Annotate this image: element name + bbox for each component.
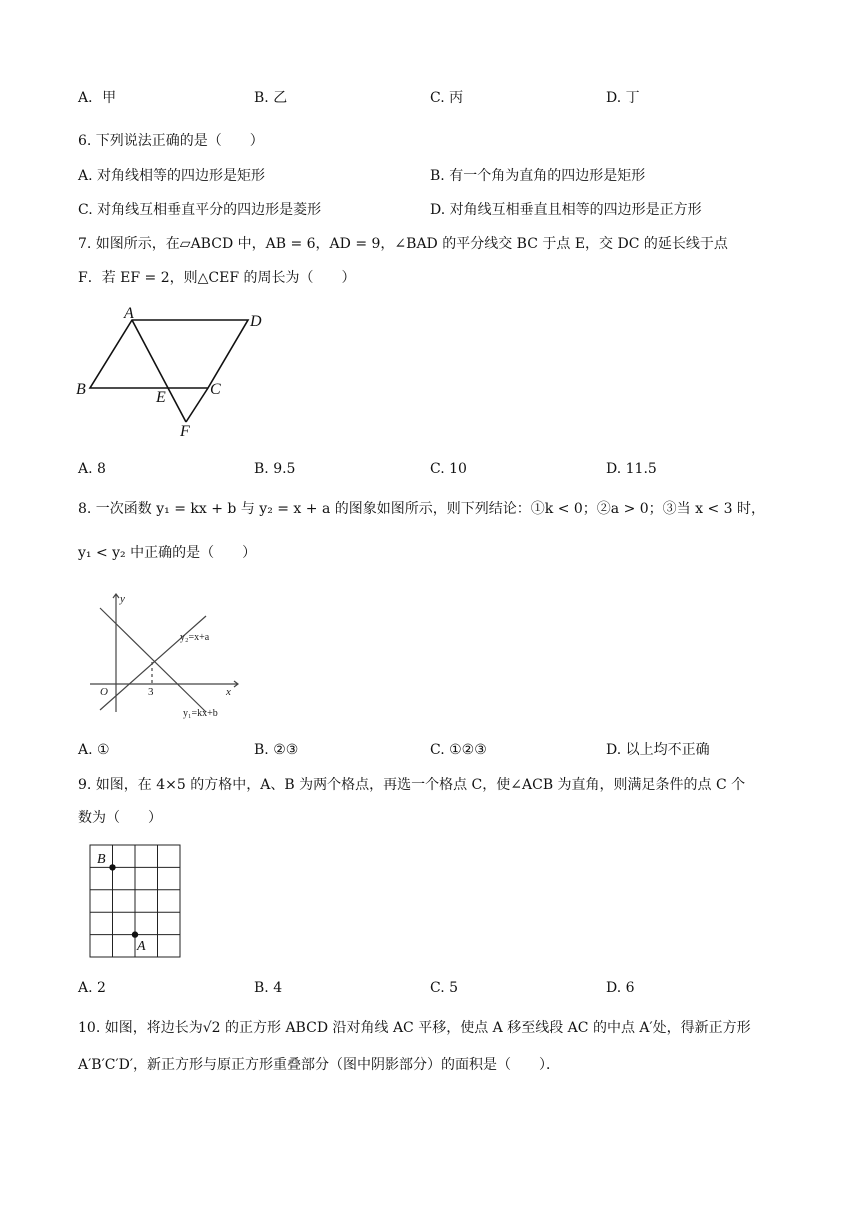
q7-option-d: D. 11.5	[606, 461, 657, 477]
label-y: y	[120, 593, 125, 605]
q9-option-c: C. 5	[430, 980, 459, 996]
q7-stem-line-2: F．若 EF = 2，则△CEF 的周长为（ ）	[78, 270, 356, 286]
q9-option-a: A. 2	[78, 980, 106, 996]
q6-option-d: D. 对角线互相垂直且相等的四边形是正方形	[430, 202, 702, 218]
q8-option-d: D. 以上均不正确	[606, 742, 710, 758]
q7-parallelogram-figure	[74, 302, 284, 442]
extension-cf	[186, 388, 208, 422]
point-a	[132, 931, 138, 937]
q8-option-c: C. ①②③	[430, 742, 487, 758]
q6-option-a: A. 对角线相等的四边形是矩形	[78, 168, 266, 184]
q9-grid-figure	[86, 842, 186, 962]
q6-option-c: C. 对角线互相垂直平分的四边形是菱形	[78, 202, 322, 218]
parallelogram-abcd	[90, 320, 248, 388]
point-b	[109, 864, 115, 870]
q9-option-b: B. 4	[254, 980, 283, 996]
q8-option-b: B. ②③	[254, 742, 299, 758]
label-d: D	[250, 313, 262, 330]
label-y1: y₁=kx+b	[183, 708, 218, 719]
q5-option-b: B. 乙	[254, 90, 288, 106]
q7-stem-line-1: 7. 如图所示，在▱ABCD 中，AB = 6，AD = 9，∠BAD 的平分线交 BC 于点 E，交 DC 的延长线于点	[78, 236, 728, 252]
label-c: C	[210, 381, 221, 398]
q5-option-d: D. 丁	[606, 90, 640, 106]
label-b: B	[97, 852, 106, 867]
q5-option-a: A．甲	[78, 90, 117, 106]
label-e: E	[156, 389, 166, 406]
q5-option-c: C. 丙	[430, 90, 464, 106]
q6-option-b: B. 有一个角为直角的四边形是矩形	[430, 168, 646, 184]
q8-option-a: A. ①	[78, 742, 110, 758]
label-a: A	[137, 939, 146, 954]
label-3: 3	[148, 686, 154, 698]
label-origin: O	[100, 686, 108, 698]
q7-option-c: C. 10	[430, 461, 467, 477]
q8-stem-line-1: 8. 一次函数 y₁ = kx + b 与 y₂ = x + a 的图象如图所示，则下列结论：①k < 0；②a > 0；③当 x < 3 时，	[78, 501, 765, 517]
q8-linear-functions-figure	[88, 588, 248, 720]
label-x: x	[226, 686, 231, 698]
q10-stem-line-1: 10. 如图，将边长为√2 的正方形 ABCD 沿对角线 AC 平移，使点 A 移至线段 AC 的中点 A′处，得新正方形	[78, 1020, 751, 1036]
q6-stem: 6. 下列说法正确的是（ ）	[78, 133, 264, 149]
q9-stem-line-1: 9. 如图，在 4×5 的方格中，A、B 为两个格点，再选一个格点 C，使∠ACB 为直角，则满足条件的点 C 个	[78, 777, 746, 793]
q10-stem-line-2: A′B′C′D′，新正方形与原正方形重叠部分（图中阴影部分）的面积是（ ）．	[78, 1057, 561, 1073]
label-y2: y₂=x+a	[180, 632, 210, 643]
q8-stem-line-2: y₁ < y₂ 中正确的是（ ）	[78, 545, 257, 561]
bisector-af	[132, 320, 186, 422]
q7-option-b: B. 9.5	[254, 461, 296, 477]
q7-option-a: A. 8	[78, 461, 106, 477]
q9-option-d: D. 6	[606, 980, 635, 996]
label-a: A	[124, 305, 134, 322]
q9-stem-line-2: 数为（ ）	[78, 810, 162, 826]
label-f: F	[180, 423, 190, 440]
label-b: B	[76, 381, 86, 398]
